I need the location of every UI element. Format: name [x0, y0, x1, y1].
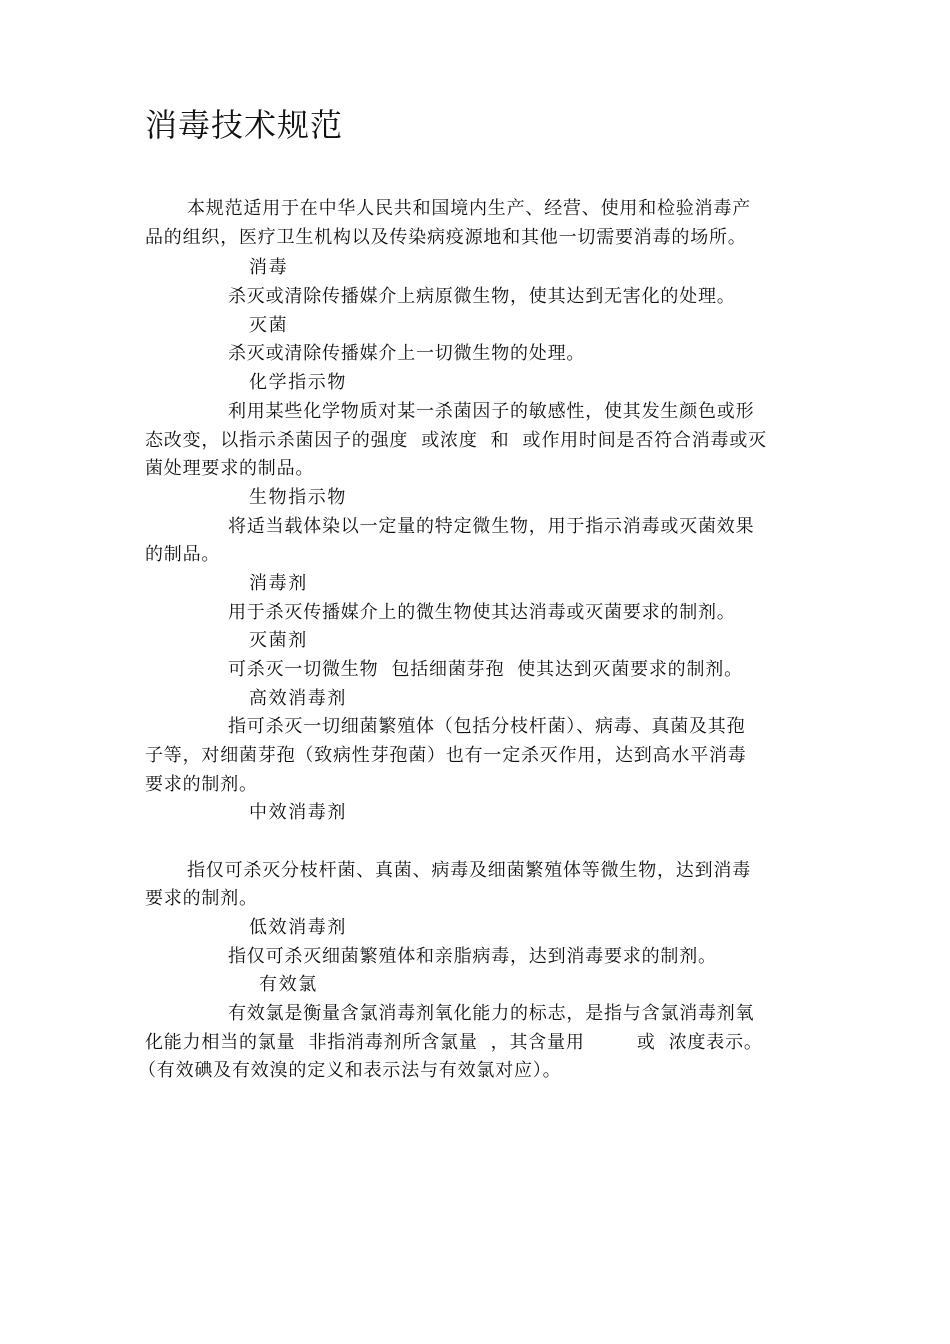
definition-line: 指仅可杀灭细菌繁殖体和亲脂病毒，达到消毒要求的制剂。: [228, 946, 717, 967]
definition-line: 的制品。: [145, 544, 221, 565]
term-heading: 化学指示物: [249, 372, 347, 393]
definition-line: 要求的制剂。: [145, 888, 258, 909]
intro-line: 本规范适用于在中华人民共和国境内生产、经营、使用和检验消毒产: [187, 198, 751, 219]
definition-line: 杀灭或清除传播媒介上病原微生物，使其达到无害化的处理。: [228, 286, 736, 307]
definition-line: 化能力相当的氯量 非指消毒剂所含氯量 ，其含量用 或 浓度表示。: [145, 1032, 763, 1053]
term-heading: 高效消毒剂: [249, 688, 347, 709]
term-heading: 消毒剂: [249, 573, 308, 594]
definition-line: 要求的制剂。: [145, 774, 258, 795]
definition-line: 指仅可杀灭分枝杆菌、真菌、病毒及细菌繁殖体等微生物，达到消毒: [187, 860, 751, 881]
definition-line: 可杀灭一切微生物 包括细菌芽孢 使其达到灭菌要求的制剂。: [228, 659, 743, 680]
definition-line: 子等，对细菌芽孢（致病性芽孢菌）也有一定杀灭作用，达到高水平消毒: [145, 745, 747, 766]
term-heading: 生物指示物: [249, 487, 347, 508]
definition-line: 利用某些化学物质对某一杀菌因子的敏感性，使其发生颜色或形: [228, 401, 755, 422]
definition-line: 态改变，以指示杀菌因子的强度 或浓度 和 或作用时间是否符合消毒或灭: [145, 430, 767, 451]
term-heading: 低效消毒剂: [249, 917, 347, 938]
intro-line: 品的组织，医疗卫生机构以及传染病疫源地和其他一切需要消毒的场所。: [145, 227, 747, 248]
term-heading: 有效氯: [259, 974, 318, 995]
term-heading: 灭菌剂: [249, 630, 308, 651]
term-heading: 消毒: [249, 257, 289, 278]
page-title: 消毒技术规范: [145, 106, 344, 144]
definition-line: 指可杀灭一切细菌繁殖体（包括分枝杆菌）、病毒、真菌及其孢: [228, 716, 746, 737]
definition-line: （有效碘及有效溴的定义和表示法与有效氯对应）。: [138, 1060, 562, 1081]
term-heading: 中效消毒剂: [249, 802, 347, 823]
definition-line: 有效氯是衡量含氯消毒剂氧化能力的标志，是指与含氯消毒剂氧: [228, 1003, 755, 1024]
definition-line: 杀灭或清除传播媒介上一切微生物的处理。: [228, 343, 586, 364]
definition-line: 用于杀灭传播媒介上的微生物使其达消毒或灭菌要求的制剂。: [228, 602, 736, 623]
definition-line: 菌处理要求的制品。: [145, 458, 315, 479]
definition-line: 将适当载体染以一定量的特定微生物，用于指示消毒或灭菌效果: [228, 516, 755, 537]
term-heading: 灭菌: [249, 315, 289, 336]
